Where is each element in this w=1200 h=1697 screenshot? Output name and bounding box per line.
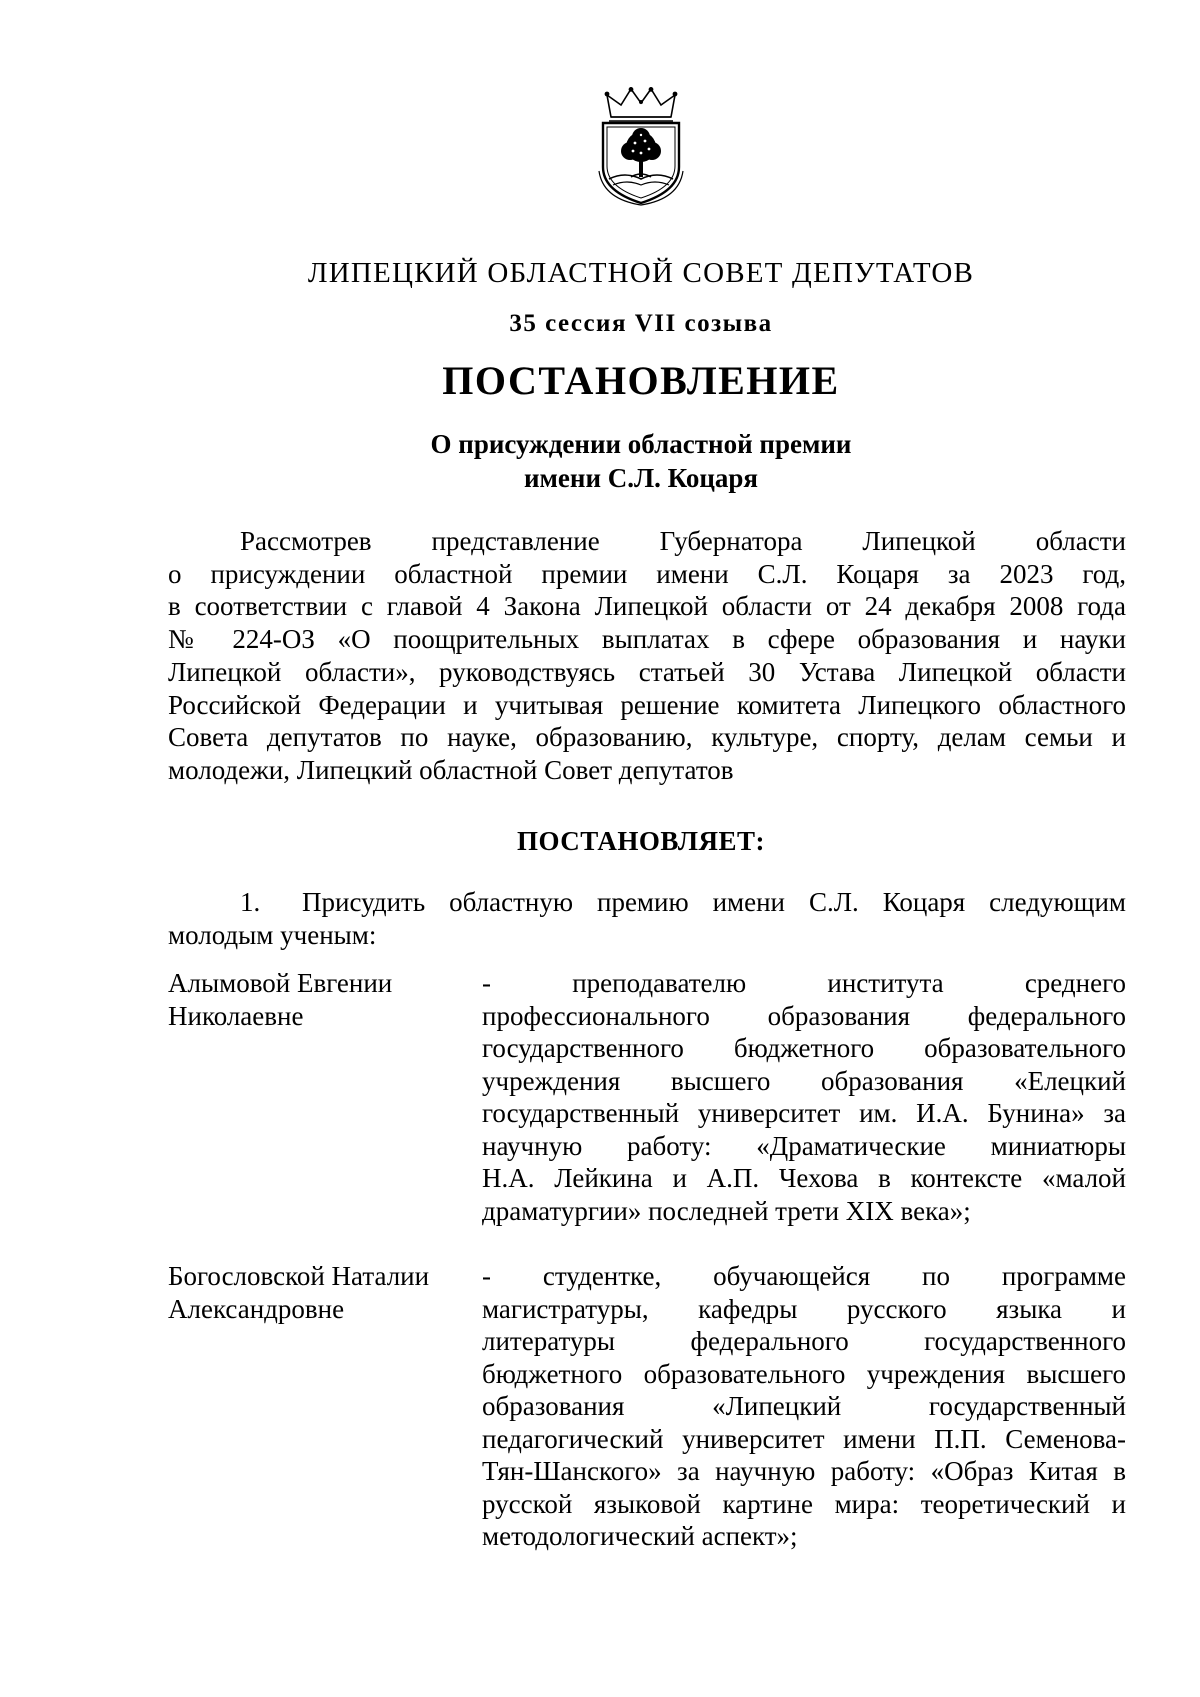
desc-line: педагогический университет имени П.П. Семенова- [482, 1423, 1126, 1454]
desc-line: бюджетного образовательного учреждения высшего [482, 1358, 1126, 1389]
desc-line: магистратуры, кафедры русского языка и [482, 1293, 1126, 1324]
awardee-entry [168, 967, 1126, 1237]
desc-line: русской языковой картине мира: теоретический и [482, 1488, 1126, 1519]
preamble-line: молодежи, Липецкий областной Совет депутатов [168, 754, 734, 785]
awardee-name [168, 1260, 468, 1325]
awardee-name-line: Николаевне [168, 1000, 304, 1031]
preamble-line: в соответствии с главой 4 Закона Липецкой области от 24 декабря 2008 года [168, 591, 1126, 622]
subject-line: О присуждении областной премии [430, 429, 852, 459]
document-subject [0, 427, 1200, 495]
awardee-name-line: Александровне [168, 1293, 345, 1324]
desc-line: научную работу: «Драматические миниатюры [482, 1130, 1126, 1161]
lipetsk-coat-of-arms-icon [597, 87, 685, 207]
preamble-line: № 224-ОЗ «О поощрительных выплатах в сфере образования и науки [168, 624, 1126, 655]
awardee-description [482, 1260, 1126, 1553]
awardee-description [482, 967, 1126, 1227]
desc-line: Тян-Шанского» за научную работу: «Образ Китая в [482, 1456, 1126, 1486]
preamble-line: Липецкой области», руководствуясь статьей 30 Устава Липецкой области [168, 656, 1126, 687]
desc-line: методологический аспект»; [482, 1521, 798, 1551]
item-text: Присудить областную премию имени С.Л. Коцаря следующим [302, 887, 1126, 917]
preamble-line: о присуждении областной премии имени С.Л. Коцаря за 2023 год, [168, 558, 1126, 589]
item-number: 1. [240, 887, 261, 917]
desc-line: - студентке, обучающейся по программе [482, 1261, 1126, 1291]
awardee-entry [168, 1260, 1126, 1560]
desc-line: государственный университет им. И.А. Бунина» за [482, 1098, 1126, 1128]
session-number: 35 сессия VII созыва [509, 310, 773, 337]
preamble-line: Рассмотрев представление Губернатора Липецкой области [240, 526, 1126, 556]
awardee-name [168, 967, 468, 1032]
desc-line: образования «Липецкий государственный [482, 1391, 1126, 1421]
desc-line: - преподавателю института среднего [482, 968, 1126, 998]
council-name: ЛИПЕЦКИЙ ОБЛАСТНОЙ СОВЕТ ДЕПУТАТОВ [307, 257, 975, 289]
preamble-paragraph [168, 525, 1126, 787]
preamble-line: Российской Федерации и учитывая решение комитета Липецкого областного [168, 689, 1126, 720]
awardee-name-line: Богословской Наталии [168, 1261, 430, 1291]
desc-line: профессионального образования федерального [482, 1000, 1126, 1031]
decree-heading: ПОСТАНОВЛЯЕТ: [516, 826, 766, 856]
desc-line: драматургии» последней трети XIX века»; [482, 1195, 971, 1226]
item-line: молодым ученым: [168, 920, 377, 950]
awardee-name-line: Алымовой Евгении [168, 968, 393, 998]
preamble-line: Совета депутатов по науке, образованию, культуре, спорту, делам семьи и [168, 722, 1126, 753]
desc-line: учреждения высшего образования «Елецкий [482, 1065, 1126, 1096]
item-line [168, 886, 1126, 919]
subject-line: имени С.Л. Коцаря [523, 463, 759, 493]
document-type-title: ПОСТАНОВЛЕНИЕ [442, 358, 840, 403]
desc-line: государственного бюджетного образовательного [482, 1033, 1126, 1063]
desc-line: Н.А. Лейкина и А.П. Чехова в контексте «малой [482, 1163, 1126, 1193]
desc-line: литературы федерального государственного [482, 1326, 1126, 1356]
decree-item-1 [168, 886, 1126, 952]
